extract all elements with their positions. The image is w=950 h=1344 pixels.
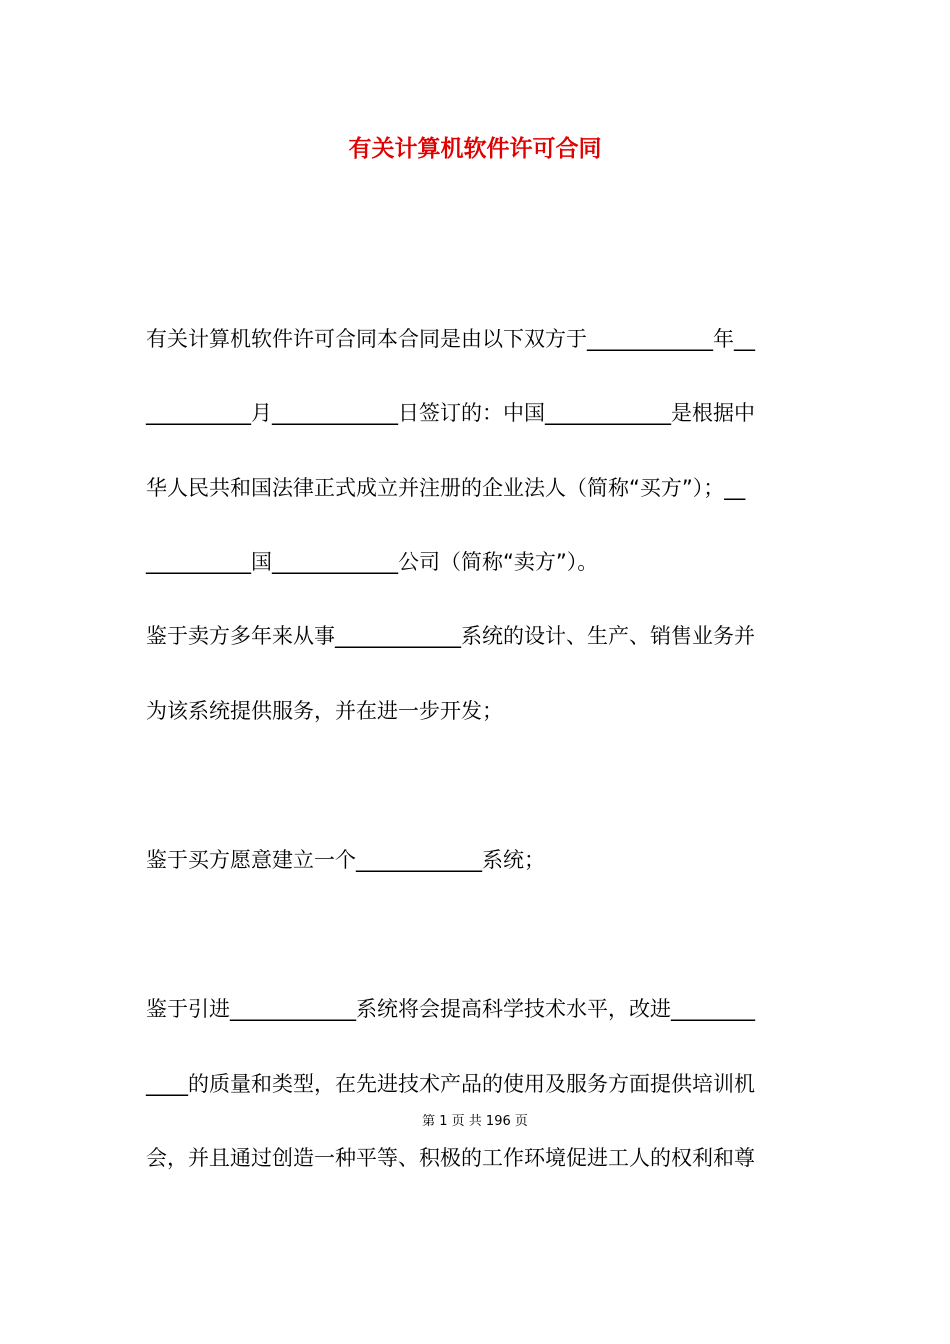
body-line-5: 鉴于卖方多年来从事____________系统的设计、生产、销售业务并 <box>146 624 755 648</box>
body-line-1: 有关计算机软件许可合同本合同是由以下双方于____________年__ <box>146 327 755 351</box>
body-line-3: 华人民共和国法律正式成立并注册的企业法人（简称“买方”）；__ <box>146 476 746 500</box>
body-line-6: 为该系统提供服务，并在进一步开发； <box>146 699 503 723</box>
body-line-8: 鉴于引进____________系统将会提高科学技术水平，改进________ <box>146 997 755 1021</box>
document-title: 有关计算机软件许可合同 <box>348 136 602 162</box>
body-line-4: __________国____________公司（简称“卖方”）。 <box>146 550 599 574</box>
body-line-2: __________月____________日签订的：中国____________是根据中 <box>146 401 755 425</box>
page-number-footer: 第 1 页 共 196 页 <box>422 1114 528 1129</box>
body-line-10: 会，并且通过创造一种平等、积极的工作环境促进工人的权利和尊 <box>146 1146 755 1170</box>
body-line-9: ____的质量和类型，在先进技术产品的使用及服务方面提供培训机 <box>146 1072 755 1096</box>
body-line-7: 鉴于买方愿意建立一个____________系统； <box>146 848 545 872</box>
